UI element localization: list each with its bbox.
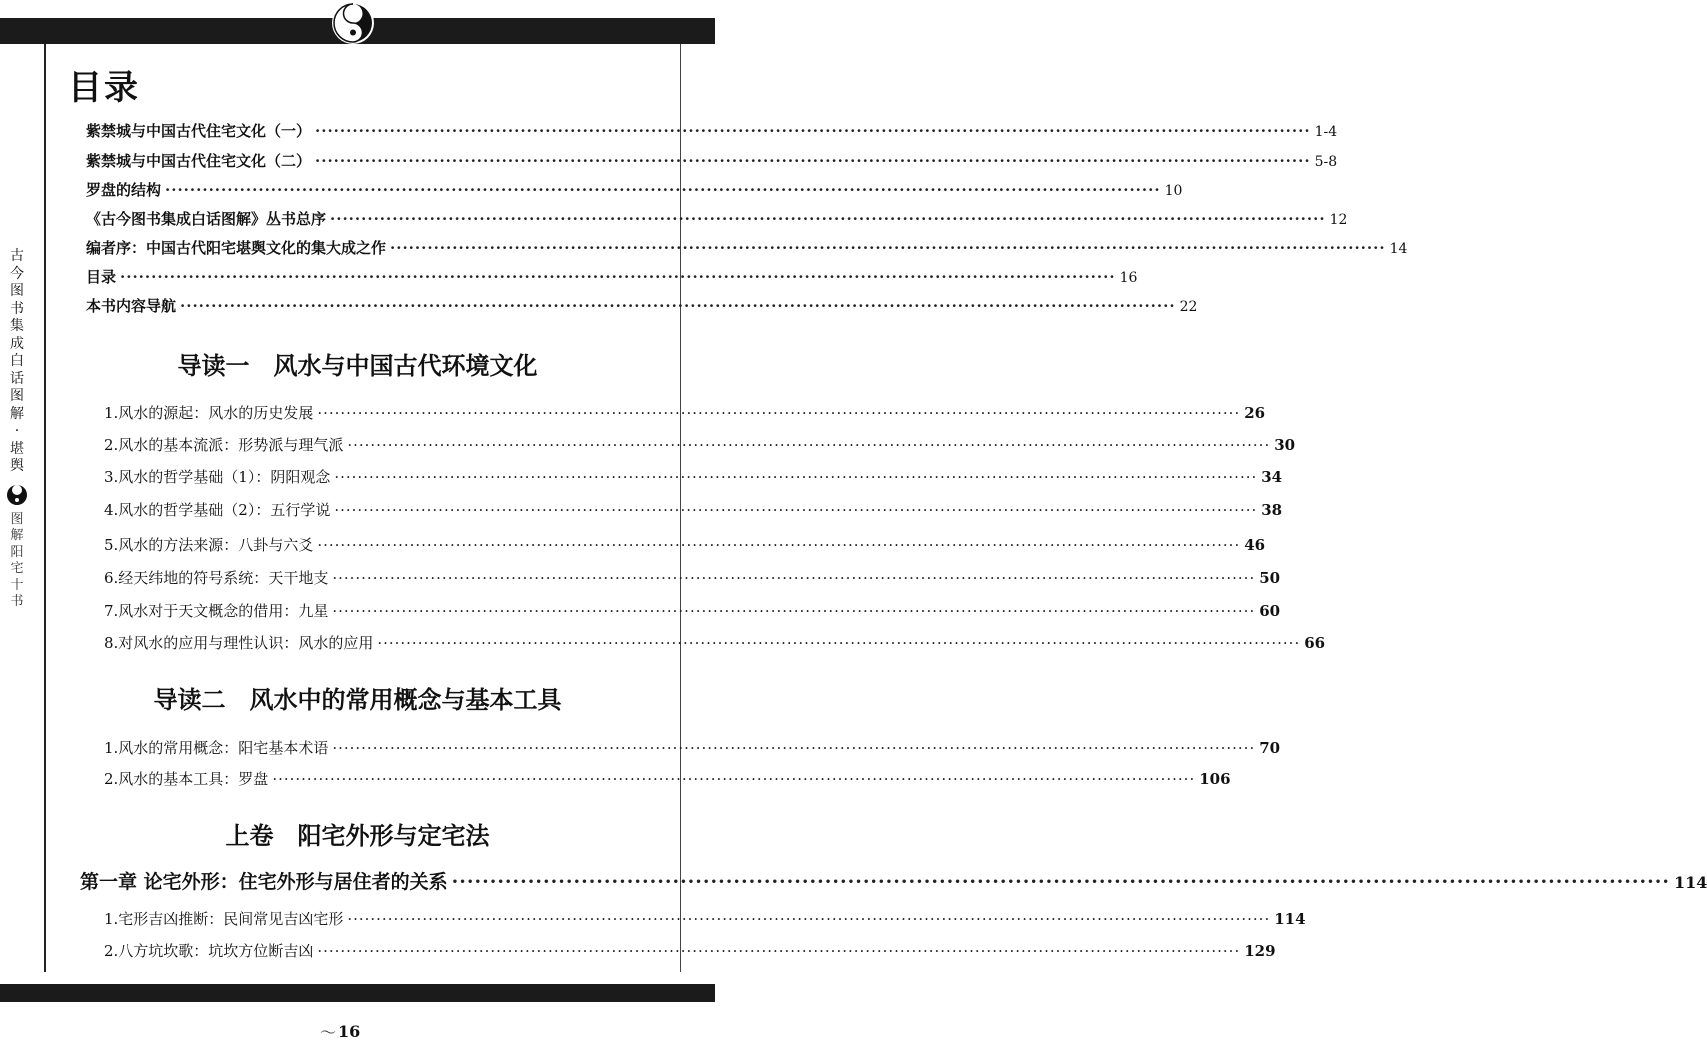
toc-entry[interactable]: [104, 466, 1283, 487]
side-title-char: 古: [10, 248, 24, 264]
toc-leader-dots: ································································································································································: [334, 468, 1258, 486]
toc-entry-page: 12: [1329, 212, 1348, 228]
toc-entry[interactable]: [104, 534, 1266, 555]
toc-entry[interactable]: [86, 120, 1338, 141]
side-title-char: 解: [10, 405, 24, 422]
side-title-char: 书: [10, 594, 24, 609]
chapter-entry[interactable]: [80, 867, 1707, 894]
section-heading-1: 导读一 风水与中国古代环境文化: [177, 352, 538, 380]
side-title-char: 十: [10, 577, 24, 593]
toc-entry-page: 106: [1199, 770, 1231, 788]
toc-leader-dots: ································································································································································: [332, 602, 1256, 620]
toc-leader-dots: ································································································································································: [317, 942, 1241, 960]
side-title-char: 图: [10, 511, 24, 527]
toc-entry-page: 46: [1244, 536, 1266, 554]
side-title-char: 堪: [10, 440, 24, 457]
side-title-char: 今: [10, 265, 24, 282]
toc-entry-page: 129: [1244, 942, 1276, 960]
toc-entry[interactable]: [104, 768, 1231, 789]
toc-leader-dots: ································································································································································: [315, 152, 1311, 170]
toc-entry-label: 紫禁城与中国古代住宅文化（二）: [86, 152, 312, 170]
side-title-char: 解: [10, 528, 24, 543]
section-heading-2: 导读二 风水中的常用概念与基本工具: [153, 686, 562, 714]
toc-entry-label: 2.风水的基本流派：形势派与理气派: [104, 436, 344, 454]
toc-entry-label: 5.风水的方法来源：八卦与六爻: [104, 536, 314, 554]
page-ornament-icon: 〜: [320, 1023, 337, 1042]
toc-entry[interactable]: [86, 150, 1338, 171]
toc-entry-label: 4.风水的哲学基础（2）：五行学说: [104, 501, 331, 519]
toc-leader-dots: ································································································································································: [165, 181, 1161, 199]
side-title-char: 集: [10, 318, 24, 334]
toc-entry-page: 66: [1304, 634, 1326, 652]
toc-entry-page: 22: [1179, 299, 1198, 315]
toc-entry-page: 70: [1259, 739, 1281, 757]
toc-entry-page: 5-8: [1314, 154, 1338, 170]
toc-entry-label: 《古今图书集成白话图解》丛书总序: [86, 210, 327, 228]
page-number: 16: [338, 1022, 361, 1041]
toc-entry[interactable]: [104, 600, 1281, 621]
yin-yang-logo-icon: [330, 0, 376, 46]
toc-entry-page: 114: [1274, 910, 1306, 928]
toc-entry-label: 1.宅形吉凶推断：民间常见吉凶宅形: [104, 910, 344, 928]
toc-leader-dots: ································································································································································: [317, 404, 1241, 422]
side-title-char: 宅: [10, 561, 24, 576]
toc-entry-page: 14: [1389, 241, 1408, 257]
toc-entry[interactable]: [104, 632, 1326, 653]
toc-entry[interactable]: [86, 208, 1348, 229]
toc-leader-dots: ································································································································································: [317, 536, 1241, 554]
toc-entry-page: 30: [1274, 436, 1296, 454]
toc-leader-dots: ································································································································································: [120, 268, 1116, 286]
toc-entry-label: 1.风水的常用概念：阳宅基本术语: [104, 739, 329, 757]
side-title-char: 图: [10, 388, 24, 404]
toc-leader-dots: ································································································································································: [330, 210, 1326, 228]
toc-entry-page: 16: [1119, 270, 1138, 286]
chapter-entry-label: 第一章 论宅外形：住宅外形与居住者的关系: [80, 871, 448, 893]
page-title: 目录: [68, 68, 140, 108]
toc-entry-label: 2.八方坑坎歌：坑坎方位断吉凶: [104, 942, 314, 960]
side-title-char: 白: [10, 353, 24, 369]
side-title-char: 话: [10, 370, 24, 387]
toc-entry-label: 本书内容导航: [86, 297, 177, 315]
toc-leader-dots: ································································································································································: [272, 770, 1196, 788]
side-title-char: ·: [14, 423, 20, 439]
toc-entry-page: 34: [1261, 468, 1283, 486]
toc-entry-label: 3.风水的哲学基础（1）：阴阳观念: [104, 468, 331, 486]
side-title: [2, 248, 32, 611]
toc-leader-dots: ································································································································································: [347, 436, 1271, 454]
volume-heading: 上卷 阳宅外形与定宅法: [225, 822, 490, 850]
toc-leader-dots: ································································································································································: [347, 910, 1271, 928]
toc-entry-page: 26: [1244, 404, 1266, 422]
toc-entry[interactable]: [104, 434, 1296, 455]
toc-leader-dots: ································································································································································: [334, 501, 1258, 519]
toc-leader-dots: ································································································································································: [332, 569, 1256, 587]
toc-entry[interactable]: [86, 237, 1408, 258]
toc-entry[interactable]: [104, 908, 1306, 929]
toc-entry-page: 60: [1259, 602, 1281, 620]
toc-entry[interactable]: [86, 295, 1198, 316]
toc-leader-dots: ································································································································································: [377, 634, 1301, 652]
side-title-char: 舆: [10, 458, 24, 474]
toc-entry-label: 2.风水的基本工具：罗盘: [104, 770, 269, 788]
side-title-char: 阳: [10, 544, 24, 560]
toc-entry[interactable]: [86, 179, 1183, 200]
toc-entry[interactable]: [86, 266, 1138, 287]
toc-leader-dots: ································································································································································: [315, 122, 1311, 140]
side-title-book: [2, 512, 32, 611]
toc-entry-label: 编者序：中国古代阳宅堪舆文化的集大成之作: [86, 239, 387, 257]
toc-entry-page: 38: [1261, 501, 1283, 519]
toc-leader-dots: ································································································································································: [180, 297, 1176, 315]
toc-entry-page: 10: [1164, 183, 1183, 199]
side-title-char: 书: [10, 300, 24, 317]
toc-entry-label: 7.风水对于天文概念的借用：九星: [104, 602, 329, 620]
side-title-char: 成: [10, 335, 24, 352]
toc-entry-page: 50: [1259, 569, 1281, 587]
toc-entry-label: 目录: [86, 268, 117, 286]
chapter-entry-page: 114: [1673, 873, 1707, 892]
toc-entry-label: 1.风水的源起：风水的历史发展: [104, 404, 314, 422]
toc-entry-label: 罗盘的结构: [86, 181, 162, 199]
toc-entry-page: 1-4: [1314, 124, 1338, 140]
toc-entry[interactable]: [104, 499, 1283, 520]
toc-leader-dots: ································································································································································: [332, 739, 1256, 757]
side-title-char: 图: [10, 283, 24, 299]
toc-entry[interactable]: [104, 567, 1281, 588]
toc-entry-label: 紫禁城与中国古代住宅文化（一）: [86, 122, 312, 140]
bottom-bar: [0, 984, 715, 1002]
toc-entry[interactable]: [104, 940, 1276, 961]
toc-entry[interactable]: [104, 737, 1281, 758]
yin-yang-icon: [5, 483, 29, 507]
toc-leader-dots: ································································································································································: [451, 871, 1670, 893]
toc-entry-label: 8.对风水的应用与理性认识：风水的应用: [104, 634, 374, 652]
toc-entry-label: 6.经天纬地的符号系统：天干地支: [104, 569, 329, 587]
toc-leader-dots: ································································································································································: [390, 239, 1386, 257]
toc-entry[interactable]: [104, 402, 1266, 423]
